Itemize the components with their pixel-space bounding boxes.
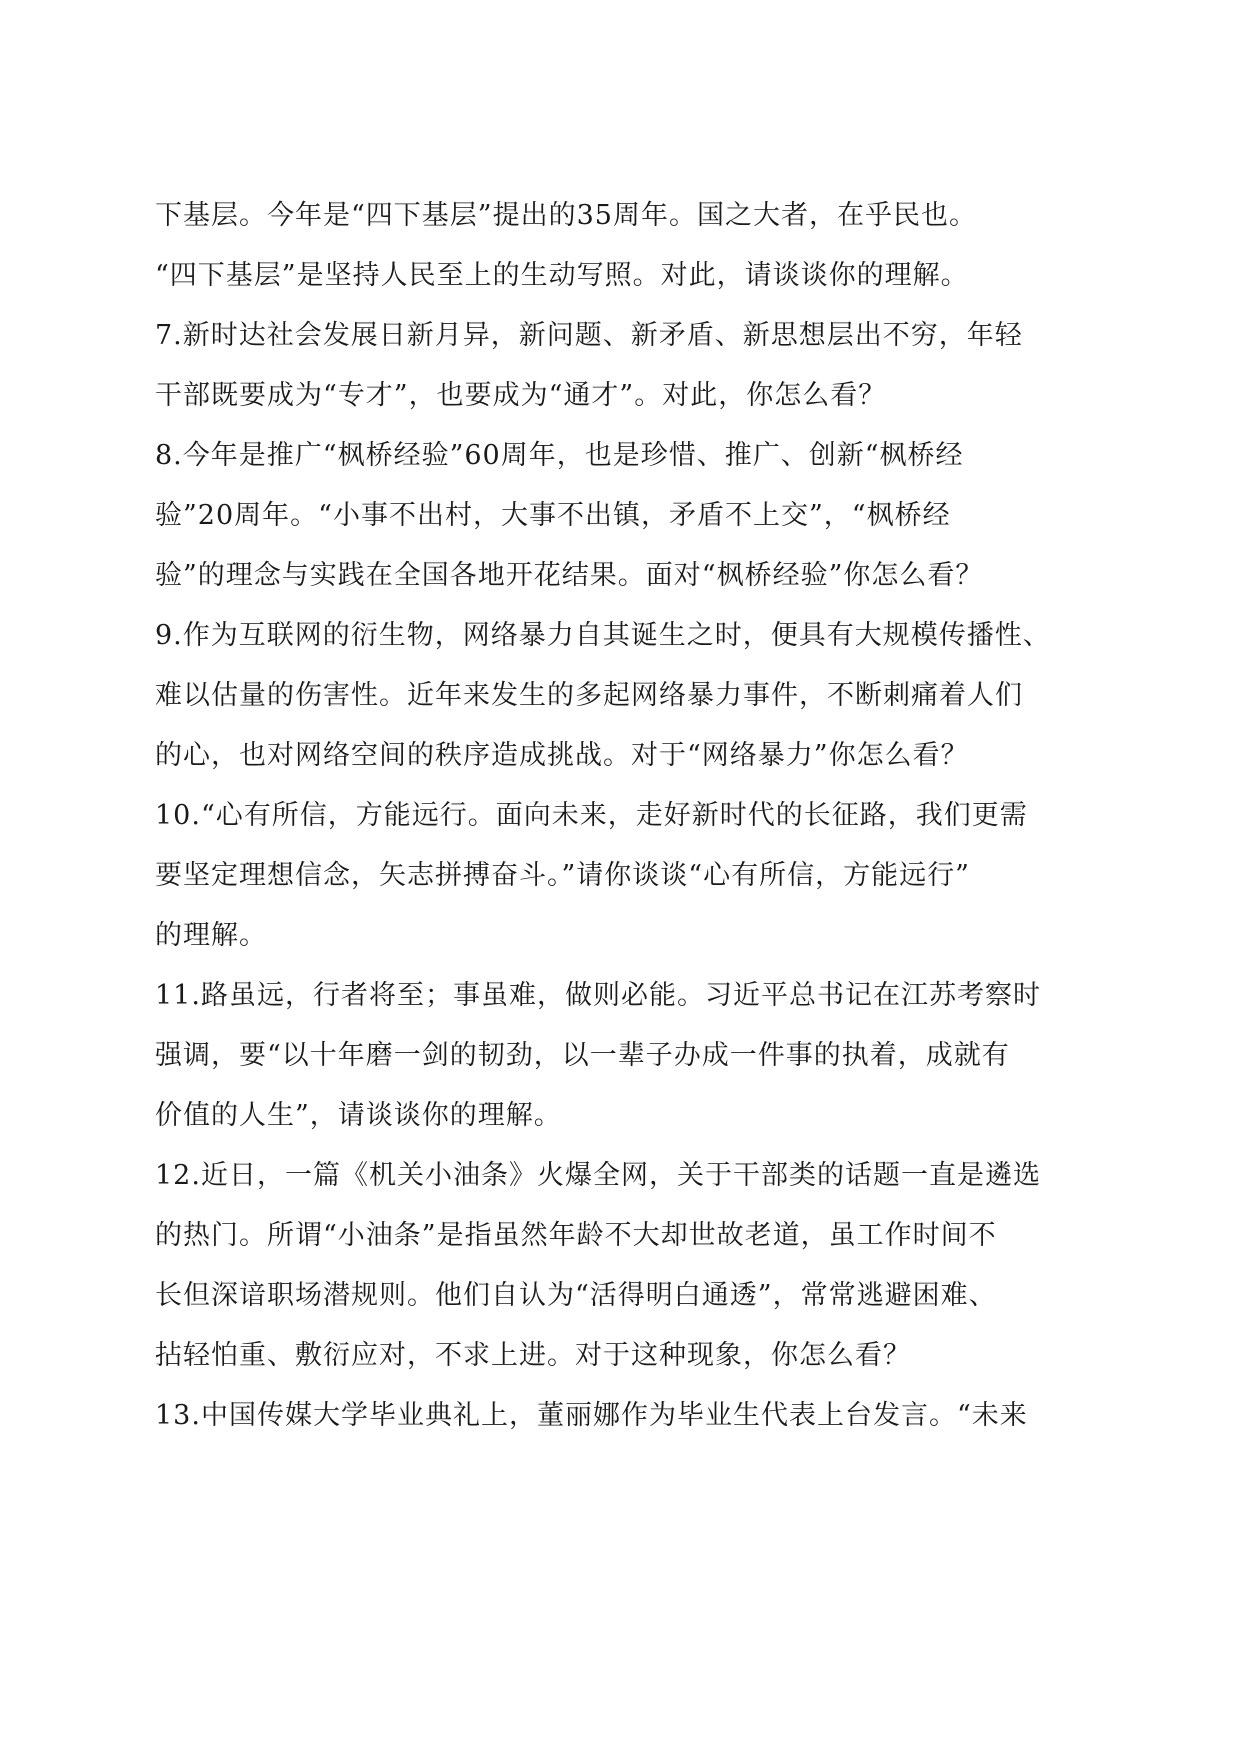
text-line: 的热门。所谓“小油条”是指虽然年龄不大却世故老道，虽工作时间不 [155,1220,997,1251]
text-line: 的理解。 [155,920,267,951]
text-line: 的心，也对网络空间的秩序造成挑战。对于“网络暴力”你怎么看？ [155,740,969,771]
question-11-line: 11.路虽远，行者将至；事虽难，做则必能。习近平总书记在江苏考察时 [155,980,1041,1011]
text-line: 要坚定理想信念，矢志拼搏奋斗。”请你谈谈“心有所信，方能远行” [155,860,970,891]
question-9-line: 9.作为互联网的衍生物，网络暴力自其诞生之时，便具有大规模传播性、 [155,620,1051,651]
text-line: 强调，要“以十年磨一剑的韧劲，以一辈子办成一件事的执着，成就有 [155,1040,1010,1071]
document-body-text [155,186,1095,1446]
text-line: 验”20周年。“小事不出村，大事不出镇，矛盾不上交”，“枫桥经 [155,500,951,531]
question-13-line: 13.中国传媒大学毕业典礼上，董丽娜作为毕业生代表上台发言。“未来 [155,1400,1028,1431]
question-8-line: 8.今年是推广“枫桥经验”60周年，也是珍惜、推广、创新“枫桥经 [155,440,964,471]
text-line: 下基层。今年是“四下基层”提出的35周年。国之大者，在乎民也。 [155,200,977,231]
text-line: 拈轻怕重、敷衍应对，不求上进。对于这种现象，你怎么看？ [155,1340,911,1371]
question-10-line: 10.“心有所信，方能远行。面向未来，走好新时代的长征路，我们更需 [155,800,1028,831]
question-7-line: 7.新时达社会发展日新月异，新问题、新矛盾、新思想层出不穷，年轻 [155,320,1023,351]
text-line: 验”的理念与实践在全国各地开花结果。面对“枫桥经验”你怎么看？ [155,560,984,591]
text-line: 长但深谙职场潜规则。他们自认为“活得明白通透”，常常逃避困难、 [155,1280,997,1311]
text-line: “四下基层”是坚持人民至上的生动写照。对此，请谈谈你的理解。 [155,260,969,291]
question-12-line: 12.近日，一篇《机关小油条》火爆全网，关于干部类的话题一直是遴选 [155,1160,1041,1191]
text-line: 价值的人生”，请谈谈你的理解。 [155,1100,562,1131]
text-line: 难以估量的伤害性。近年来发生的多起网络暴力事件，不断刺痛着人们 [155,680,1023,711]
text-line: 干部既要成为“专才”，也要成为“通才”。对此，你怎么看？ [155,380,887,411]
